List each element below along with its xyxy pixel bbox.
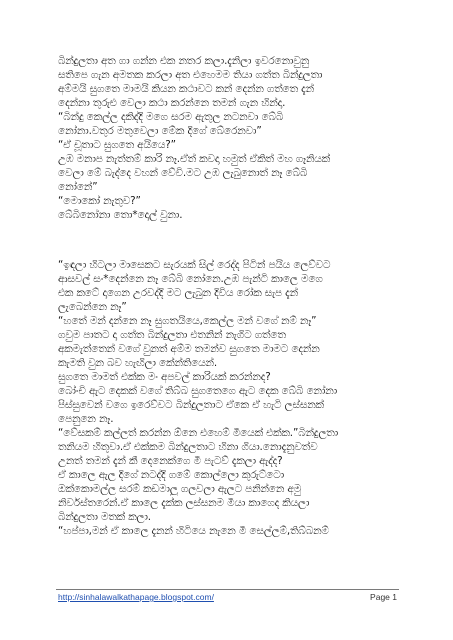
text-line: “ඉඳලා හිටලා මාසෙකට සැරයක් සිල් රෙද්ද පිටින් පයිය ලෙව්වට <box>58 259 331 271</box>
text-line: උනත් තමන් දැන් කී දෙනෙක්ගෙ මී පැටව් දැකලා ඇද්ද? <box>58 455 283 467</box>
text-line: තනියම හිතුවා.ඒ එක්කම බින්දුලතාට හිනා ගියා.නොදැනුවත්ව <box>58 441 318 453</box>
paragraph <box>58 110 403 138</box>
text-line: බින්දුලතා අත ගා ගන්න එක නතර කලා.දැනිලා ඉවරනොවුනු <box>58 55 310 67</box>
text-line: “මොකෝ නැතුව?” <box>58 195 141 207</box>
document-body <box>58 54 403 538</box>
text-line: අම්මයි සුගතෙ මාමයි කියන කථාවට කන් දෙන්න ගත්තෙ දැන් <box>58 83 315 95</box>
page-footer <box>56 589 399 606</box>
paragraph <box>58 314 403 328</box>
paragraph <box>58 208 403 222</box>
text-line: බේබිනෝනා තො*දොල් වුනා. <box>58 209 183 221</box>
text-line: ආසවල් සං*දෙන්නෙ නෑ බේබි නෝනෙ.උඹ පැන්ටි කාලෙ මගෙ <box>58 273 323 285</box>
text-line: ලැබෙන්නෙ නෑ” <box>58 301 127 313</box>
paragraph <box>58 258 403 314</box>
paragraph <box>58 194 403 208</box>
text-line: “බින්දු කෙල්ල දකිද්දි මගෙ සරම ඇතුල නටනවා බේබි <box>58 111 284 123</box>
text-line: උඹ මනාප නැත්තම් කාරි නෑ.ඒත් කවදා හමුත් ඒකිත් මහ ගෑනියක් <box>58 153 331 165</box>
paragraph-spacer <box>58 222 403 258</box>
paragraph <box>58 138 403 152</box>
text-line: කැමති වුන බව හැඟිලා කේන්තියෙන්. <box>58 357 218 369</box>
text-line: වෙලා මේ බැද්දෙ වහන් වේවි.මට උඹ ලැබුනොත් නෑ බේබි <box>58 167 308 179</box>
text-line: සතිපෙ ගැන අමතක කරලා අත එහෙමම තියා ගත්ත බින්දුලතා <box>58 69 323 81</box>
text-line: ගවුම පාතට දා ගත්ත බින්දුලතා එතනින් නැගිට ගත්තෙ <box>58 329 286 341</box>
page-number: Page 1 <box>370 592 397 602</box>
text-line: බින්දුලතා මතක් කලා. <box>58 511 152 523</box>
footer-link[interactable]: http://sinhalawalkathapage.blogspot.com/ <box>58 592 214 602</box>
text-line: නෝනේ” <box>58 181 98 193</box>
paragraph <box>58 426 403 524</box>
text-line: “වේසකම් කල්ලත් කරන්න ඕනෙ එහෙම් මීයෙක් එක්ක.”බින්දුලතා <box>58 427 339 439</box>
paragraph <box>58 524 403 538</box>
paragraph <box>58 328 403 370</box>
text-line: “ඒ චූතාට සුගතෙ අයියෙ?” <box>58 139 176 151</box>
text-line: ඒ කාලෙ ඇල දිගේ නටද්දි ගමේ කොල්ලො කුරුට්ටො <box>58 469 285 481</box>
text-line: නෝනා.වතුර මතුවෙලා මේක දිගේ බේරෙනවා” <box>58 125 262 137</box>
text-line: බෝංචි ඇට දෙකක් වගේ තිබ්බ සුගතෙගෙ ඇට දෙක බේබි නෝනා <box>58 385 338 397</box>
paragraph <box>58 54 403 110</box>
text-line: සුගතෙ මාමත් එක්ක මං අපවල් කාරියක් කරන්නද? <box>58 371 271 383</box>
text-line: “හතේ මන් දන්නෙ නෑ සුගතයියෙ,කෙල්ල මන් වගේ නම් නෑ” <box>58 315 317 327</box>
paragraph <box>58 152 403 194</box>
text-line: ඔක්කොමල්ල සරම් කඩමාලු ගලවලා ඇලට පනින්නෙ අමු <box>58 483 302 495</box>
text-line: “හප්පා,මන් ඒ කාලෙ දැනන් හිටියෙ නැනෙ මී සෙල්ලම්,තිබ්බනම් <box>58 525 329 537</box>
paragraph <box>58 370 403 426</box>
text-line: නිර්වස්තරෙන්.ඒ කාලෙ දැක්ක ලස්සනම මීයා කාගෙද කියලා <box>58 497 310 509</box>
text-line: අකමැත්තෙන් වගේ වුනත් අම්ම තමන්ව සුගතෙ මාමට දෙන්න <box>58 343 320 355</box>
text-line: පෙනුනෙ නෑ. <box>58 413 114 425</box>
text-line: පිස්සුවෙන් වගෙ ඉරෙව්වට බින්දුලතාට ඒකෙ ඒ හැටි ලස්සනක් <box>58 399 324 411</box>
text-line: එක කටේ දාගෙන උරවද්දි මට ලැබුන දිවිය රෝක සැප දැන් <box>58 287 298 299</box>
text-line: දෙන්නා තුරුළු වෙලා කථා කරන්නෙ තමන් ගැන හින්දා. <box>58 97 286 109</box>
